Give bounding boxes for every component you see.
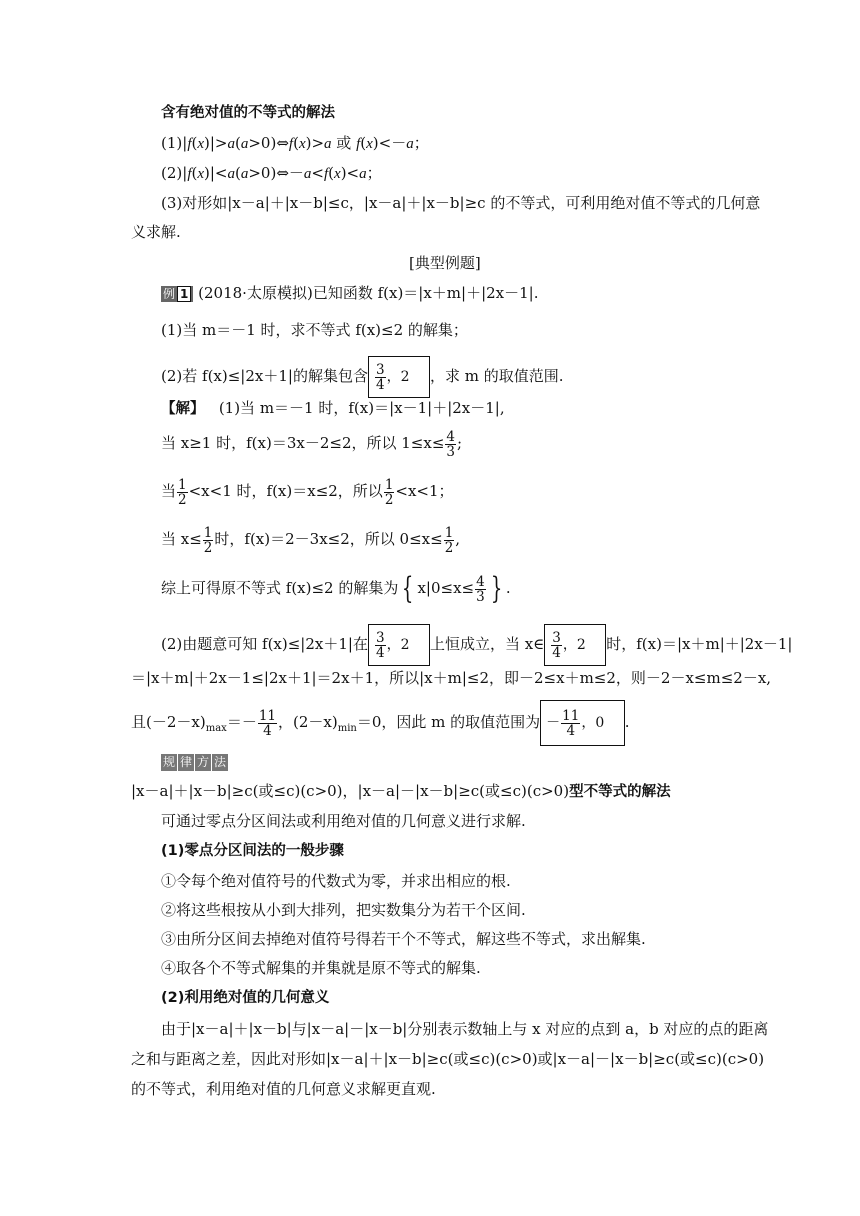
method-step-4: ④取各个不等式解集的并集就是原不等式的解集. [161,959,481,977]
method-para-line-1: 由于|x－a|＋|x－b|与|x－a|－|x－b|分别表示数轴上与 x 对应的点到 a，b 对应的点的距离 [161,1020,769,1038]
method-title: |x－a|＋|x－b|≥c(或≤c)(c>0)，|x－a|－|x－b|≥c(或≤c)(c>0)型不等式的解法 [131,782,671,800]
rule-1: (1)|f(x)|>a(a>0)⇔f(x)>a 或 f(x)<－a； [161,134,429,152]
solution-case-1: 当 x≥1 时，f(x)＝3x－2≤2，所以 1≤x≤ $\frac{4}{3}$ ; [161,428,463,460]
solution-part-2-line-2: ＝|x＋m|＋2x－1≤|2x＋1|＝2x＋1，所以|x＋m|≤2，即－2≤x＋m≤2，则－2－x≤m≤2－x, [131,669,772,687]
question-2: (2)若 f(x)≤|2x＋1|的解集包含 $\frac{3}{4}$ ，2 ，求 m 的取值范围. [161,356,563,398]
solution-part-2-line-3: 且$(-2-x)_{max}=-$ $\frac{11}{4}$ ，$(2-x)_{min}=0$，因此 m 的取值范围为 － $\frac{11}{4}$ ，0 . [131,700,630,748]
method-para-line-3: 的不等式，利用绝对值的几何意义求解更直观. [131,1080,436,1098]
method-step-3: ③由所分区间去掉绝对值符号得若干个不等式，解这些不等式，求出解集. [161,930,646,948]
rule-2: (2)|f(x)|<a(a>0)⇔－a<f(x)<a； [161,164,382,182]
method-intro: 可通过零点分区间法或利用绝对值的几何意义进行求解. [161,812,526,830]
solution-part-2: (2)由题意可知 f(x)≤|2x＋1|在 $\frac{3}{4}$ ，2 上恒成立，当 x∈ $\frac{3}{4}$ ，2 时，f(x)＝|x＋m|＋|2x－1| [161,624,792,666]
section-title: 含有绝对值的不等式的解法 [161,105,335,121]
method-heading-2: (2)利用绝对值的几何意义 [161,990,330,1006]
example-tag: 例 1 [161,286,193,302]
question-1: (1)当 m＝－1 时，求不等式 f(x)≤2 的解集； [161,321,468,339]
solution-case-2: 当 $\frac{1}{2}$ <x<1 时，f(x)＝x≤2，所以 $\frac{1}{2}$ <x<1； [161,476,454,508]
example-stem: 例 1 (2018·太原模拟)已知函数 f(x)＝|x＋m|＋|2x－1|. [163,284,539,302]
solution-case-3: 当 x≤ $\frac{1}{2}$ 时，f(x)＝2－3x≤2，所以 0≤x≤ $\frac{1}{2}$ , [161,524,461,556]
example-header: [典型例题] [409,254,481,272]
method-heading-1: (1)零点分区间法的一般步骤 [161,843,344,859]
solution-conclusion: 综上可得原不等式 f(x)≤2 的解集为 { x|0≤x≤ $\frac{4}{3}$ } . [161,571,511,606]
rule-3: (3)对形如|x－a|＋|x－b|≤c，|x－a|＋|x－b|≥c 的不等式，可利用绝对值不等式的几何意 [161,194,761,212]
method-step-2: ②将这些根按从小到大排列，把实数集分为若干个区间. [161,901,526,919]
rule-3-cont: 义求解. [131,223,181,241]
method-para-line-2: 之和与距离之差，因此对形如|x－a|＋|x－b|≥c(或≤c)(c>0)或|x－a|－|x－b|≥c(或≤c)(c>0) [131,1050,765,1068]
method-tag: 规 律 方 法 [163,755,227,769]
solution-label-line: 【解】 (1)当 m＝－1 时，f(x)＝|x－1|＋|2x－1|, [161,399,505,417]
method-step-1: ①令每个绝对值符号的代数式为零，并求出相应的根. [161,872,511,890]
